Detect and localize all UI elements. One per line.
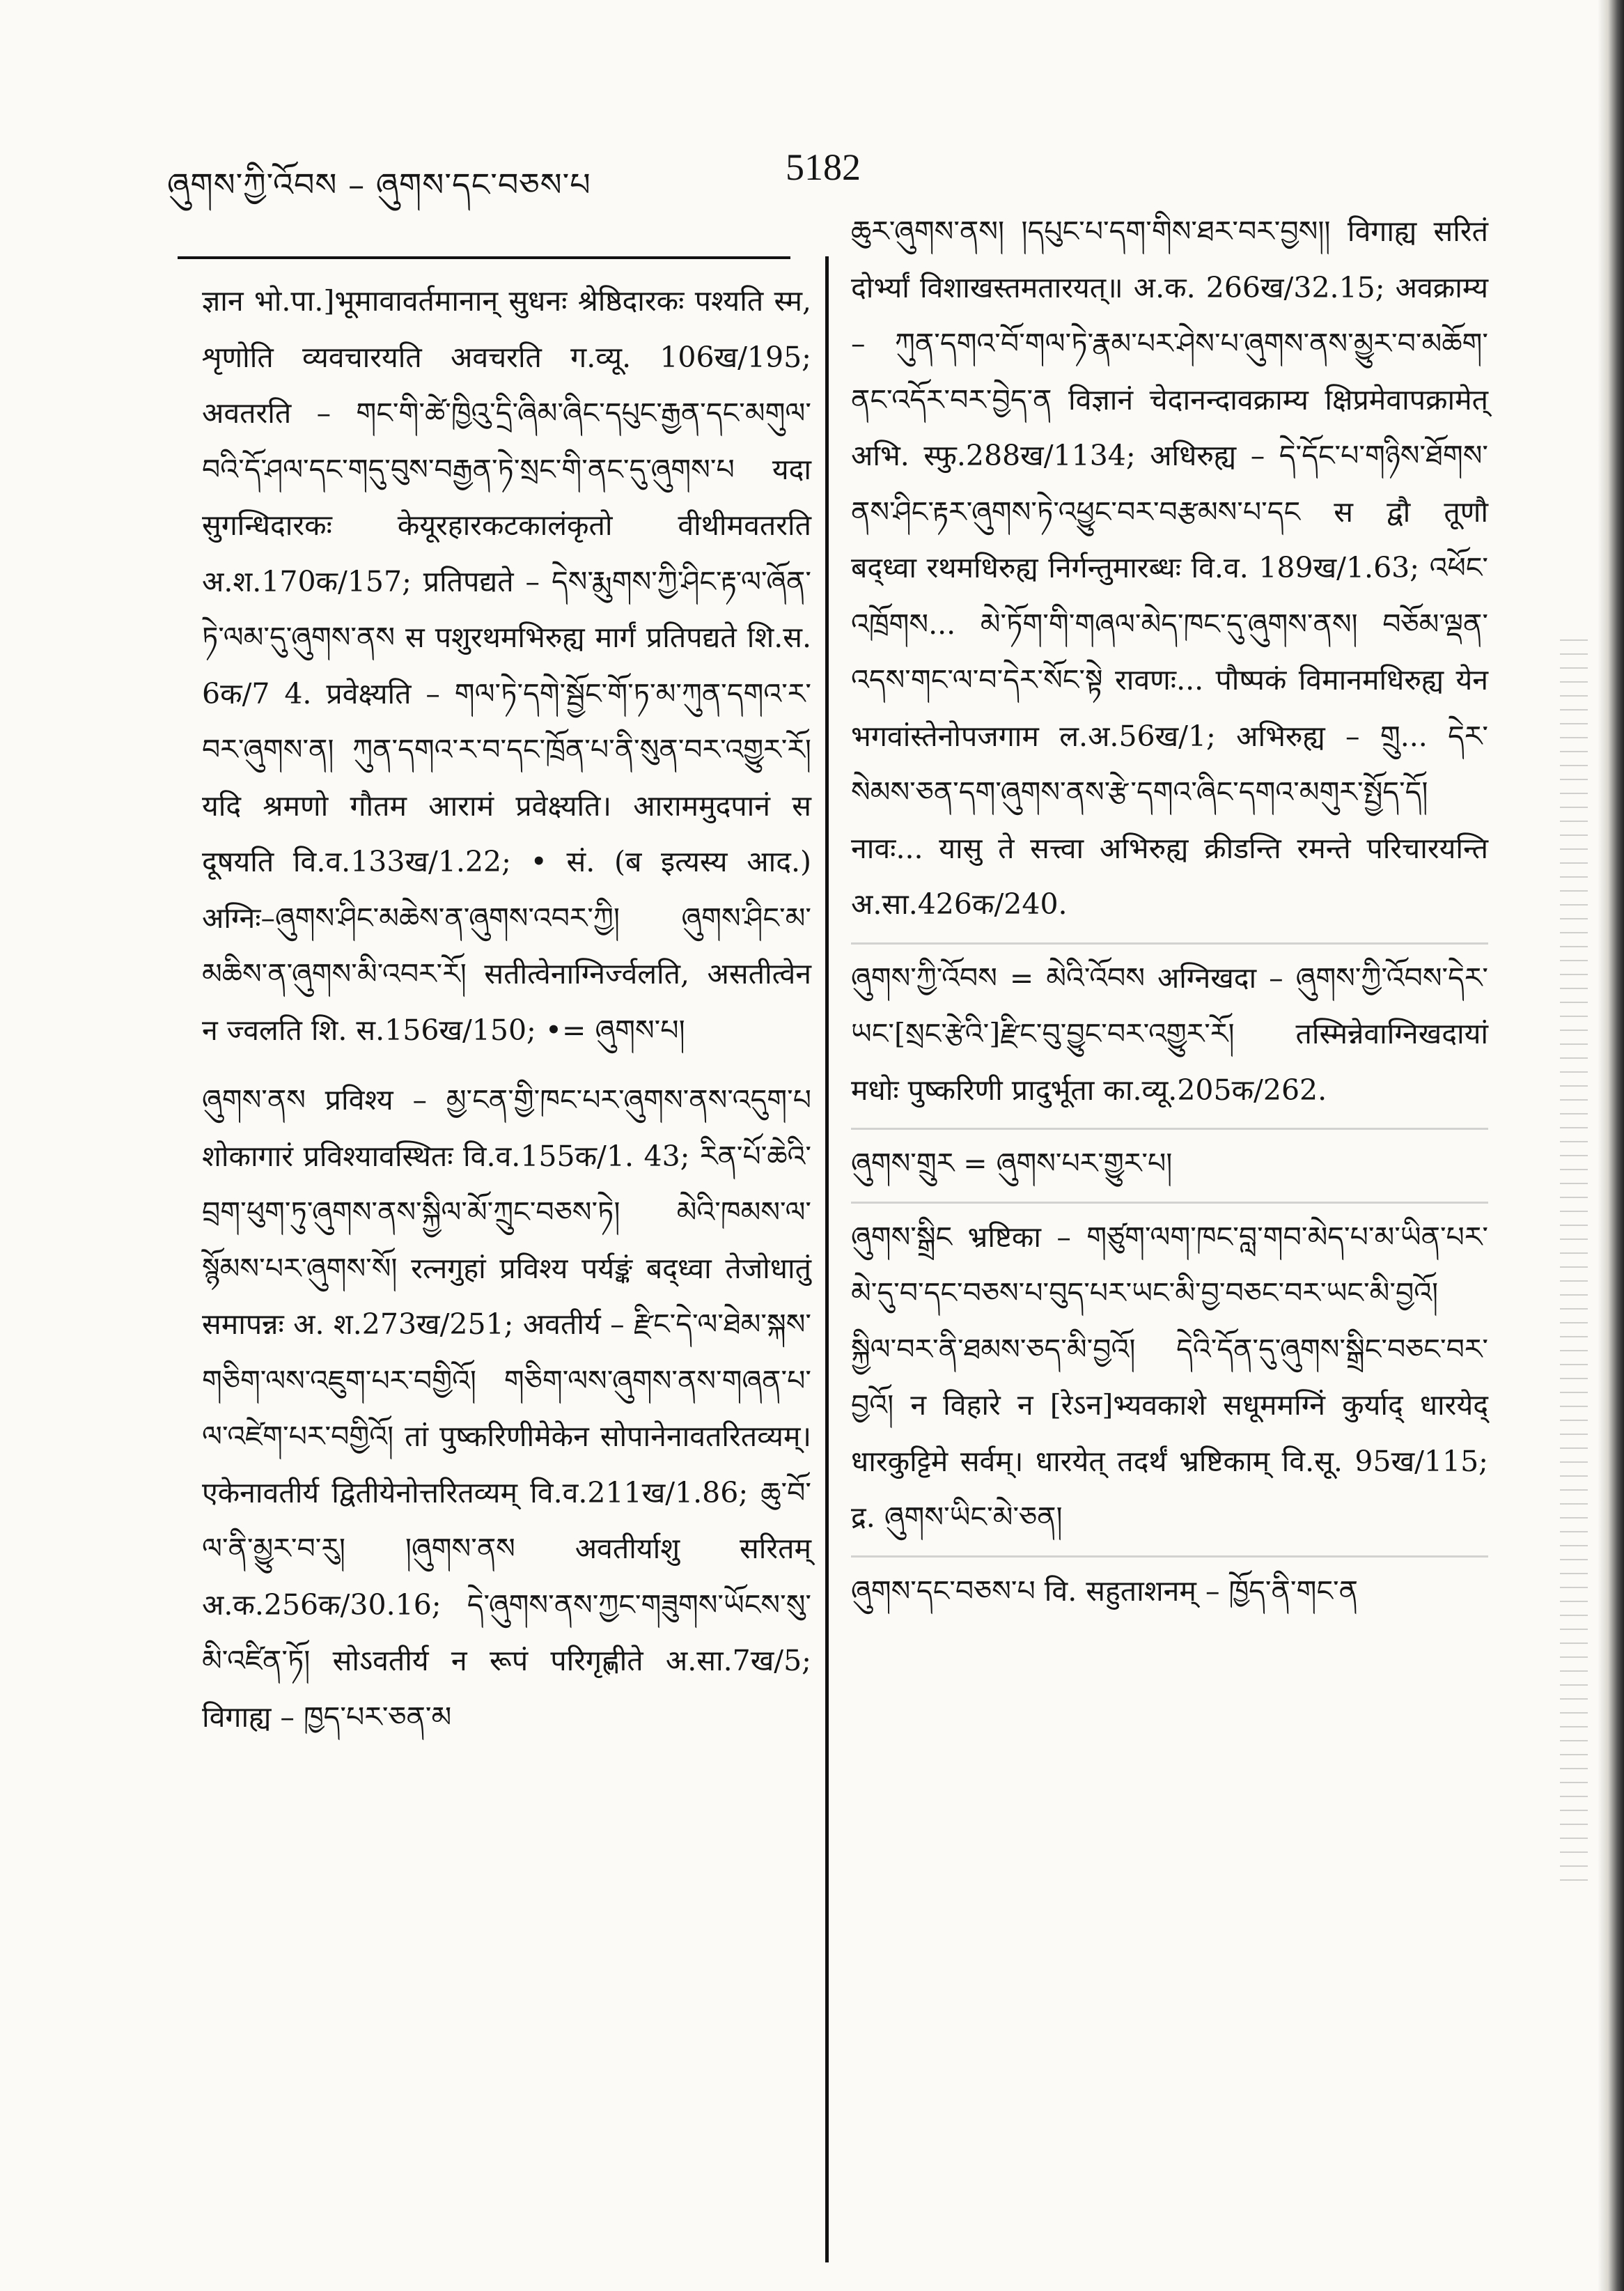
entry-text: ཞུགས་ཀྱི་འོབས = མེའི་འོབས अग्निखदा – ཞུགས་ཀྱི་འོབས་དེར་ཡང་[སྲང་རྩེའི་]རྫིང་བུ་བྱུང་བར་འགྱུར་རོ། तस्मिन्नेवाग्निखदायां मधोः पुष्करिणी प्रादुर्भूता का.व्यू.205क/262. [851,961,1488,1107]
entry-text: ཞུགས་ནས प्रविश्य – མྱ་ངན་གྱི་ཁང་པར་ཞུགས་ནས་འདུག་པ शोकागारं प्रविश्यावस्थितः वि.व.155क/1. 43; རིན་པོ་ཆེའི་བྲག་ཕུག་ཏུ་ཞུགས་ནས་སྐྱིལ་མོ་ཀྲུང་བཅས་ཏེ། མེའི་ཁམས་ལ་སྙོམས་པར་ཞུགས་སོ། रत्नगुहां प्रविश्य पर्यङ्कं बद्ध्वा तेजोधातुं समापन्नः अ. श.273ख/251; अवतीर्य – རྫིང་དེ་ལ་ཐེམ་སྐས་གཅིག་ལས་འཇུག་པར་བགྱིའོ། གཅིག་ལས་ཞུགས་ནས་གཞན་པ་ལ་འཛེག་པར་བགྱིའོ། तां पुष्करिणीमेकेन सोपानेनावतरितव्यम्। एकेनावतीर्य द्वितीयेनोत्तरितव्यम् वि.व.211ख/1.86; ཆུ་བོ་ལ་ནི་མྱུར་བ་རུ། །ཞུགས་ནས अवतीर्याशु सरितम् अ.क.256क/30.16; དེ་ཞུགས་ནས་ཀྱང་གཟུགས་ཡོངས་སུ་མི་འཛིན་ཏོ། सोऽवतीर्य न रूपं परिगृह्णीते अ.सा.7ख/5; विगाह्य – ཁྱད་པར་ཅན་མ [202,1083,811,1734]
running-header: ཞུགས་ཀྱི་འོབས – ཞུགས་དང་བཅས་པ [167,166,591,203]
entry-divider [851,1202,1488,1204]
entry-divider [851,1555,1488,1558]
entry-text: ཞུགས་དང་བཅས་པ वि. सहुताशनम् – ཁྱོད་ནི་གང་ན [851,1574,1358,1608]
header-rule [178,256,790,259]
left-column [202,273,811,1745]
entry-text: ཞུགས་གྲུར = ཞུགས་པར་གྱུར་པ། [851,1147,1173,1180]
entry-text: ཆུར་ཞུགས་ནས། །དཔུང་པ་དག་གིས་ཐར་བར་བྱས།། विगाह्य सरितं दोर्भ्यां विशाखस्तमतारयत्॥ अ.क. 266ख/32.15; अवक्राम्य – ཀུན་དགའ་བོ་གལ་ཏེ་རྣམ་པར་ཤེས་པ་ཞུགས་ནས་མྱུར་བ་མཆོག་ནང་འདོར་བར་བྱེད་ན विज्ञानं चेदानन्दावक्राम्य क्षिप्रमेवापक्रामेत् अभि. स्फु.288ख/1134; अधिरुह्य – དེ་དོང་པ་གཉིས་ཐོགས་ནས་ཤིང་རྟར་ཞུགས་ཏེ་འཕྱུང་བར་བརྩམས་པ་དང स द्वौ तूणौ बद्ध्वा रथमधिरुह्य निर्गन्तुमारब्धः वि.व. 189ख/1.63; འཕོང་འཁྲོགས... མེ་ཏོག་གི་གཞལ་མེད་ཁང་དུ་ཞུགས་ནས། བཅོམ་ལྡན་འདས་གང་ལ་བ་དེར་སོང་སྟེ रावणः... पौष्पकं विमानमधिरुह्य येन भगवांस्तेनोपजगाम ल.अ.56ख/1; अभिरुह्य – གྲུ... དེར་སེམས་ཅན་དག་ཞུགས་ནས་རྩེ་དགའ་ཞིང་དགའ་མགུར་སྤྱོད་དོ། नावः... यासु ते सत्त्वा अभिरुह्य क्रीडन्ति रमन्ते परिचारयन्ति अ.सा.426क/240. [851,215,1488,921]
entry-text: ज्ञान भो.पा.]भूमावावर्तमानान् सुधनः श्रेष्ठिदारकः पश्यति स्म, शृणोति व्यवचारयति अवचरति ग.व्यू. 106ख/195; अवतरति – གང་གི་ཚེ་ཁྱིའུ་དྲི་ཞིམ་ཞིང་དཔུང་རྒྱན་དང་མགུལ་བའི་དོ་ཤལ་དང་གདུ་བུས་བརྒྱན་ཏེ་སྲང་གི་ནང་དུ་ཞུགས་པ यदा सुगन्धिदारकः केयूरहारकटकालंकृतो वीथीमवतरति अ.श.170क/157; प्रतिपद्यते – དེས་རྨུགས་ཀྱི་ཤིང་རྟ་ལ་ཞོན་ཏེ་ལམ་དུ་ཞུགས་ནས स पशुरथमभिरुह्य मार्गं प्रतिपद्यते शि.स. 6क/7 4. प्रवेक्ष्यति – གལ་ཏེ་དགེ་སྦྱོང་གོ་ཏ་མ་ཀུན་དགའ་ར་བར་ཞུགས་ན། ཀུན་དགའ་ར་བ་དང་ཁྲོན་པ་ནི་སུན་བར་འགྱུར་རོ། यदि श्रमणो गौतम आरामं प्रवेक्ष्यति। आराममुदपानं स दूषयति वि.व.133ख/1.22; • सं. (ब इत्यस्य आद.) अग्निः–ཞུགས་ཤིང་མཆེས་ན་ཞུགས་འབར་ཀྱི། ཞུགས་ཤིང་མ་མཆིས་ན་ཞུགས་མི་འབར་རོ། सतीत्वेनाग्निर्ज्वलति, असतीत्वेन न ज्वलति शि. स.156ख/150; •= ཞུགས་པ། [202,284,811,1047]
scan-specks [1560,627,1588,1881]
page-edge-shadow [1598,0,1624,2291]
right-column [851,203,1488,1619]
entry-divider [851,1128,1488,1130]
entry-divider [851,942,1488,945]
column-divider [825,256,829,2262]
entry-text: ཞུགས་སྒྲིང भ्रष्टिका – གཙུག་ལག་ཁང་བླ་གབ་མེད་པ་མ་ཡིན་པར་མེ་དུ་བ་དང་བཅས་པ་བུད་པར་ཡང་མི་བྱ་བཅང་བར་ཡང་མི་བྱའོ། སྐྱིལ་བར་ནི་ཐམས་ཅད་མི་བྱའོ། དེའི་དོན་དུ་ཞུགས་སྒྲིང་བཅང་བར་བྱའོ། न विहारे न [रेऽन]भ्यवकाशे सधूममग्निं कुर्याद् धारयेद् धारकुट्टिमे सर्वम्। धारयेत् तदर्थं भ्रष्टिकाम् वि.सू. 95ख/115; द्र. ཞུགས་ཡིང་མེ་ཅན། [851,1220,1488,1534]
page-number: 5182 [786,146,861,188]
